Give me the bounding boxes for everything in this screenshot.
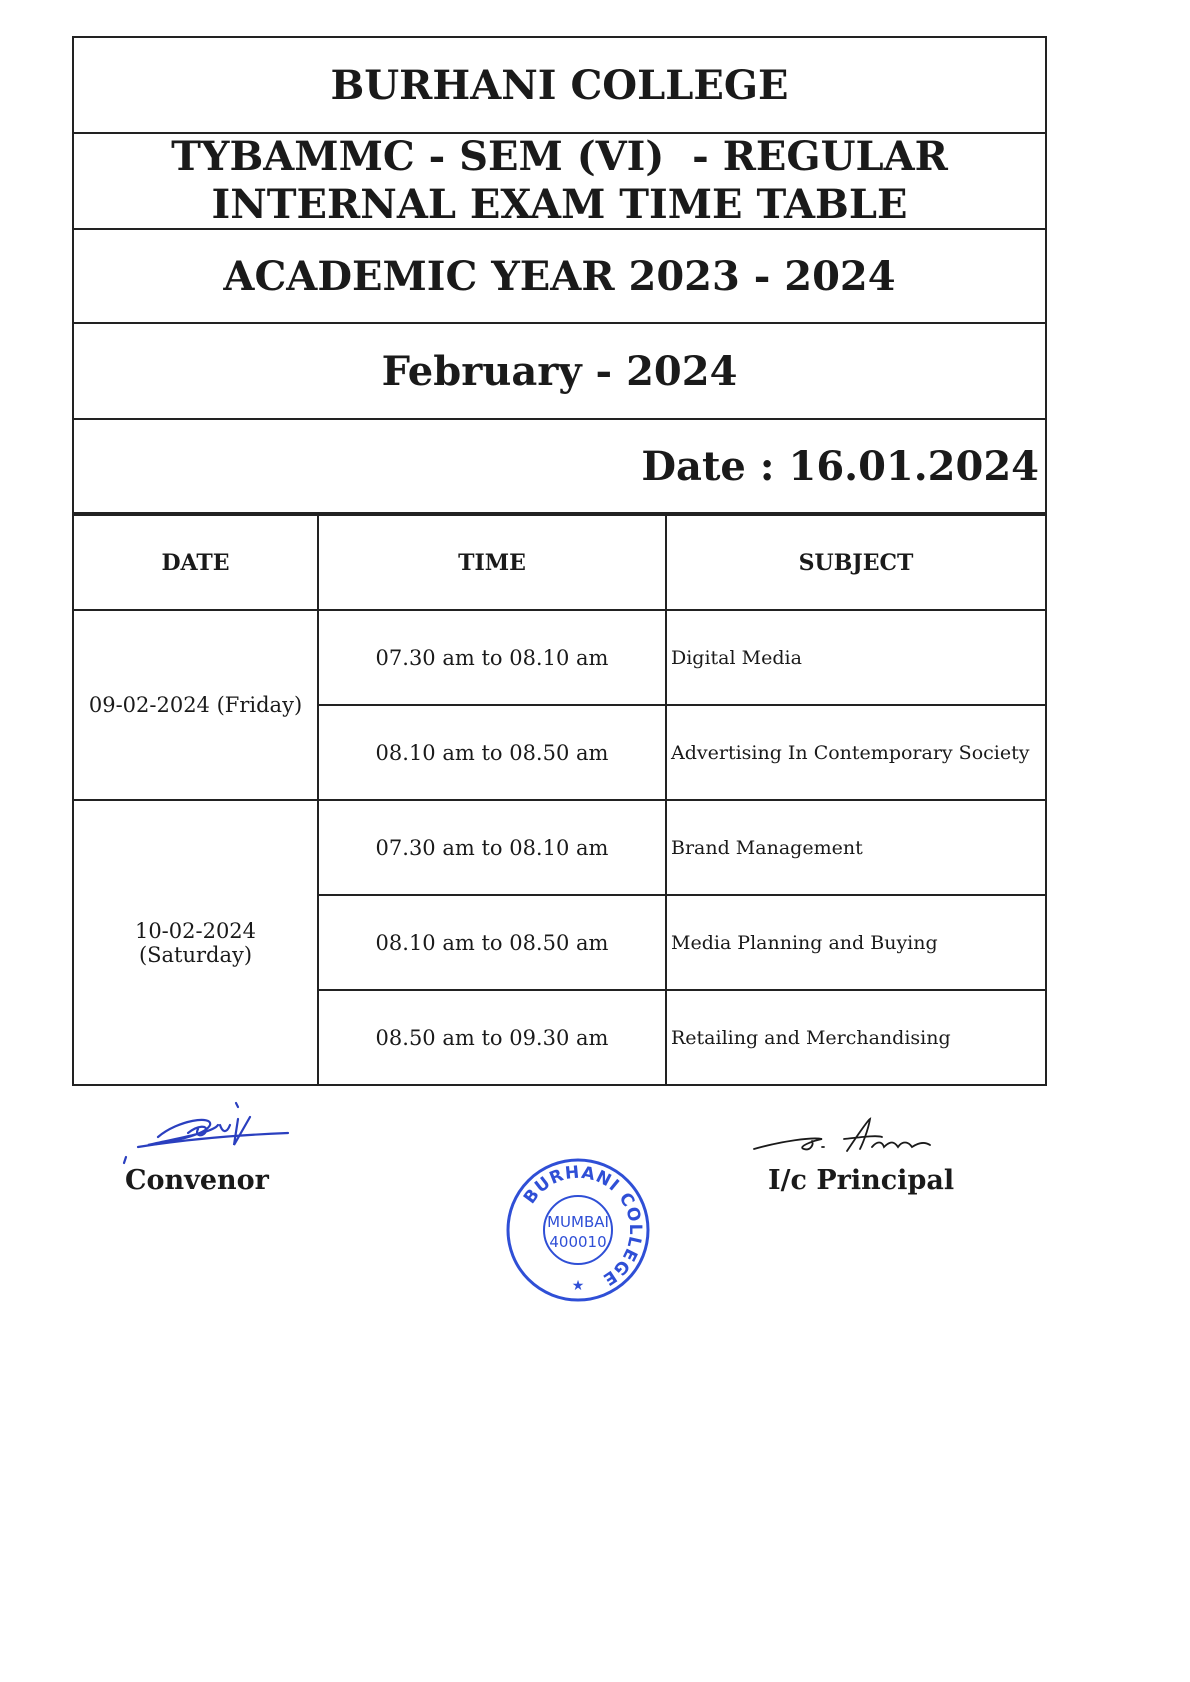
convenor-label: Convenor — [125, 1165, 269, 1196]
time-cell: 07.30 am to 08.10 am — [318, 800, 666, 895]
subject-cell: Brand Management — [666, 800, 1046, 895]
col-header-subject: SUBJECT — [666, 515, 1046, 610]
table-header-row — [73, 515, 1046, 610]
subject-cell: Advertising In Contemporary Society — [666, 705, 1046, 800]
col-header-date: DATE — [73, 515, 318, 610]
principal-label: I/c Principal — [768, 1165, 955, 1196]
time-cell: 08.10 am to 08.50 am — [318, 895, 666, 990]
table-row — [73, 800, 1046, 895]
exam-month: February - 2024 — [74, 324, 1045, 420]
subject-cell: Digital Media — [666, 610, 1046, 705]
subject-cell: Retailing and Merchandising — [666, 990, 1046, 1085]
subject-cell: Media Planning and Buying — [666, 895, 1046, 990]
time-cell: 07.30 am to 08.10 am — [318, 610, 666, 705]
signature-area — [0, 1095, 1190, 1325]
col-header-time: TIME — [318, 515, 666, 610]
header-block — [72, 36, 1047, 514]
table-row — [73, 610, 1046, 705]
timetable-sheet — [72, 36, 1047, 1086]
course-title — [74, 134, 1045, 230]
svg-text:400010: 400010 — [549, 1233, 607, 1251]
academic-year: ACADEMIC YEAR 2023 - 2024 — [74, 230, 1045, 324]
issue-date: Date : 16.01.2024 — [74, 420, 1045, 514]
course-line-2: INTERNAL EXAM TIME TABLE — [211, 181, 908, 228]
time-cell: 08.10 am to 08.50 am — [318, 705, 666, 800]
date-day2-line2: (Saturday) — [138, 942, 253, 967]
svg-text:MUMBAI: MUMBAI — [547, 1213, 609, 1231]
time-cell: 08.50 am to 09.30 am — [318, 990, 666, 1085]
college-name: BURHANI COLLEGE — [74, 38, 1045, 134]
college-seal-icon — [503, 1155, 653, 1305]
course-line-1: TYBAMMC - SEM (VI) - REGULAR — [171, 133, 948, 180]
exam-table — [72, 514, 1047, 1086]
svg-text:BURHANI COLLEGE: BURHANI COLLEGE — [519, 1162, 646, 1290]
date-cell-day2 — [73, 800, 318, 1085]
date-day2-line1: 10-02-2024 — [134, 918, 257, 943]
convenor-signature-icon — [118, 1095, 308, 1165]
svg-text:★: ★ — [571, 1278, 585, 1294]
date-cell-day1: 09-02-2024 (Friday) — [73, 610, 318, 800]
principal-signature-icon — [752, 1111, 952, 1161]
